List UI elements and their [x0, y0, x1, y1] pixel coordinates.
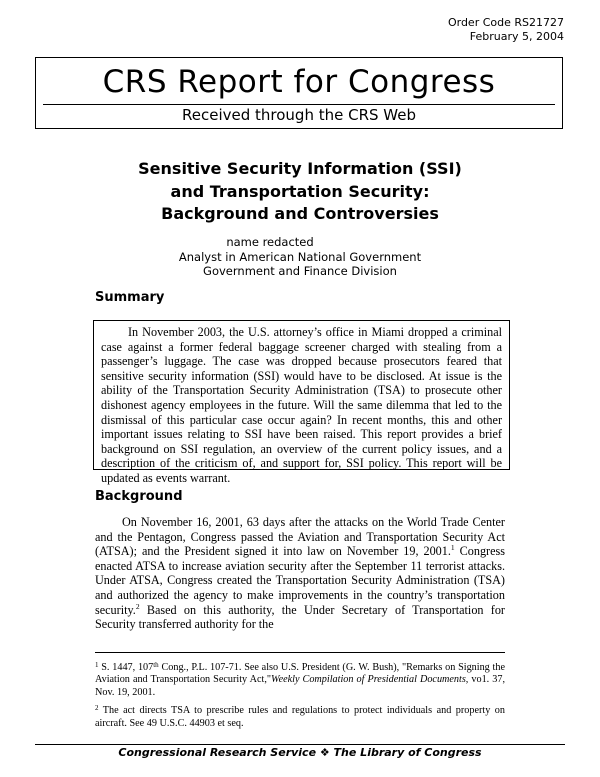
order-code-block: [448, 16, 564, 44]
summary-heading: Summary: [95, 290, 165, 305]
order-code: Order Code RS21727: [447, 16, 564, 29]
masthead-divider: [43, 104, 555, 105]
background-text: On November 16, 2001, 63 days after the attacks on the World Trade Center and the Pentagon, Congress passed the Aviation and Transportation Security Act (ATSA); and the President signed it into law on November 19, 2001.: [95, 515, 505, 559]
author-block: [0, 235, 600, 279]
title-line: and Transportation Security:: [170, 181, 430, 201]
summary-box: [93, 320, 510, 485]
footnote-ref-2[interactable]: 2: [135, 601, 140, 611]
author-name: name redacted: [226, 235, 314, 249]
background-text: Based on this authority, the Under Secretary of Transportation for Security transferred authority for the: [95, 602, 505, 632]
masthead-subtitle: Received through the CRS Web: [182, 106, 416, 124]
footnote-text: S. 1447, 107: [98, 662, 154, 673]
report-date: February 5, 2004: [469, 30, 564, 43]
masthead-title: CRS Report for Congress: [102, 64, 496, 100]
footer-divider: [35, 744, 565, 745]
document-title: [0, 158, 600, 226]
author-division: Government and Finance Division: [203, 264, 397, 278]
footnote-text: vo1. 37, Nov. 19, 2001.: [95, 674, 506, 698]
footnotes: [95, 662, 505, 736]
footnote-number: 1: [95, 661, 99, 669]
author-position: Analyst in American National Government: [178, 249, 422, 264]
publication-title: Weekly Compilation of Presidential Documents,: [271, 674, 469, 686]
footnote-text: The act directs TSA to prescribe rules and regulations to protect individuals and property on aircraft. See 49 U.S.C. 44903 et seq.: [95, 705, 505, 729]
ordinal-suffix: th: [153, 661, 159, 669]
summary-text: In November 2003, the U.S. attorney’s office in Miami dropped a criminal case against a former federal baggage screener charged with stealing from a passenger’s luggage. The case was dropped because prosecutors feared that sensitive security information (SSI) would have to be disclosed. At issue is the ability of the Transportation Security Administration (TSA) to prosecute other dishonest agency employees in the future. Will the same dilemma that led to the dismissal of this particular case occur again? In recent months, this and other important issues relating to SSI have been raised. This report provides a brief background on SSI regulation, an overview of the current policy issues, and a description of the criticism of, and support for, SSI policy. This report will be updated as events warrant.: [101, 325, 502, 485]
footnote-number: 2: [95, 704, 99, 713]
background-heading: Background: [95, 489, 183, 504]
footnote-divider: [95, 652, 505, 653]
title-line: Background and Controversies: [161, 204, 439, 223]
masthead: [35, 57, 563, 129]
footnote-text: Cong., P.L. 107-71. See also U.S. President (G. W. Bush), "Remarks on Signing the Aviation and Transportation Security Act,": [95, 662, 505, 686]
background-text: Congress enacted ATSA to increase aviation security after the September 11 terrorist attacks. Under ATSA, Congress created the Transportation Security Administration (TSA) and authorized the agency to make improvements in the country’s transportation security.: [95, 544, 505, 617]
page-footer: Congressional Research Service ❖ The Library of Congress: [118, 746, 482, 759]
footnote-2: [95, 705, 505, 730]
background-paragraph: [95, 515, 505, 632]
footnote-1: [95, 662, 505, 699]
title-line: Sensitive Security Information (SSI): [138, 159, 462, 178]
footnote-ref-1[interactable]: 1: [450, 543, 455, 553]
